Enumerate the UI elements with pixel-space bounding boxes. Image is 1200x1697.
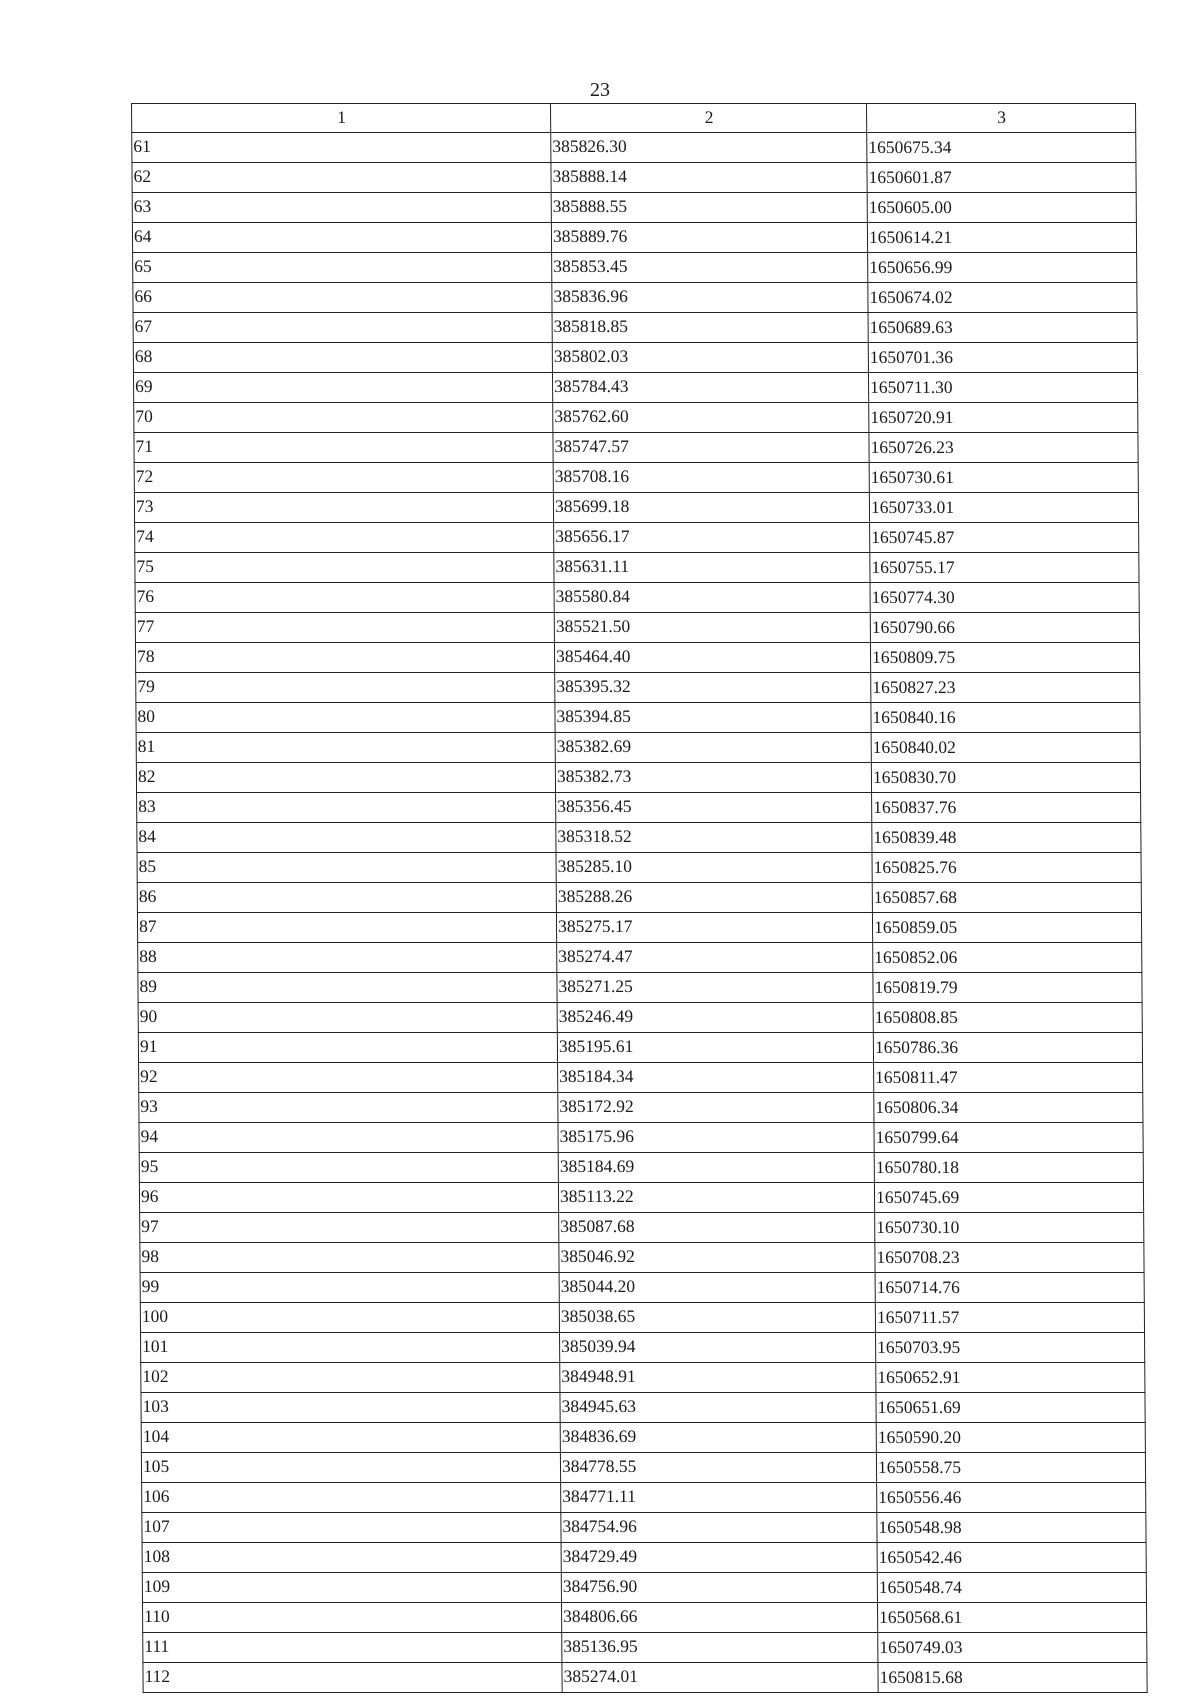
coordinate-y-cell: 1650745.69 bbox=[874, 1183, 1143, 1213]
coordinate-x-cell: 385184.34 bbox=[558, 1063, 874, 1093]
point-number-cell: 97 bbox=[140, 1213, 559, 1243]
point-number-cell: 104 bbox=[141, 1423, 560, 1453]
coordinate-x-cell: 385275.17 bbox=[556, 913, 872, 943]
point-number-cell: 77 bbox=[135, 613, 554, 643]
point-number-cell: 62 bbox=[132, 163, 551, 193]
coordinate-y-cell: 1650806.34 bbox=[874, 1093, 1143, 1123]
point-number-cell: 87 bbox=[137, 913, 556, 943]
point-number-cell: 94 bbox=[139, 1123, 558, 1153]
point-number-cell: 99 bbox=[140, 1273, 559, 1303]
point-number-cell: 64 bbox=[132, 223, 551, 253]
point-number-cell: 76 bbox=[135, 583, 554, 613]
coordinate-y-cell: 1650720.91 bbox=[869, 403, 1138, 433]
table-row bbox=[134, 433, 1138, 463]
coordinate-y-cell: 1650811.47 bbox=[874, 1063, 1143, 1093]
point-number-cell: 83 bbox=[137, 793, 556, 823]
point-number-cell: 102 bbox=[141, 1363, 560, 1393]
point-number-cell: 69 bbox=[133, 373, 552, 403]
coordinates-table bbox=[131, 103, 1148, 1693]
table-row bbox=[142, 1513, 1146, 1543]
point-number-cell: 98 bbox=[140, 1243, 559, 1273]
coordinate-y-cell: 1650568.61 bbox=[877, 1603, 1146, 1633]
table-row bbox=[140, 1273, 1144, 1303]
coordinate-x-cell: 385802.03 bbox=[552, 343, 868, 373]
point-number-cell: 65 bbox=[133, 253, 552, 283]
table-row bbox=[135, 643, 1139, 673]
table-row bbox=[139, 1123, 1143, 1153]
table-row bbox=[141, 1363, 1145, 1393]
point-number-cell: 106 bbox=[142, 1483, 561, 1513]
coordinate-y-cell: 1650799.64 bbox=[874, 1123, 1143, 1153]
point-number-cell: 93 bbox=[139, 1093, 558, 1123]
coordinate-y-cell: 1650548.74 bbox=[877, 1573, 1146, 1603]
coordinate-x-cell: 385044.20 bbox=[559, 1273, 875, 1303]
coordinate-y-cell: 1650774.30 bbox=[870, 583, 1139, 613]
coordinate-y-cell: 1650711.57 bbox=[875, 1303, 1144, 1333]
coordinate-x-cell: 385784.43 bbox=[552, 373, 868, 403]
table-row bbox=[133, 253, 1137, 283]
coordinate-x-cell: 384836.69 bbox=[560, 1423, 876, 1453]
coordinate-y-cell: 1650548.98 bbox=[877, 1513, 1146, 1543]
coordinate-y-cell: 1650703.95 bbox=[876, 1333, 1145, 1363]
column-header-3: 3 bbox=[867, 104, 1136, 133]
coordinate-x-cell: 385836.96 bbox=[552, 283, 868, 313]
coordinate-y-cell: 1650601.87 bbox=[867, 163, 1136, 193]
point-number-cell: 75 bbox=[135, 553, 554, 583]
point-number-cell: 85 bbox=[137, 853, 556, 883]
point-number-cell: 95 bbox=[139, 1153, 558, 1183]
table-row bbox=[143, 1663, 1147, 1693]
coordinate-y-cell: 1650840.02 bbox=[871, 733, 1140, 763]
coordinate-y-cell: 1650809.75 bbox=[870, 643, 1139, 673]
coordinate-x-cell: 384945.63 bbox=[560, 1393, 876, 1423]
coordinate-x-cell: 385521.50 bbox=[554, 613, 870, 643]
coordinate-x-cell: 385039.94 bbox=[560, 1333, 876, 1363]
point-number-cell: 110 bbox=[142, 1603, 561, 1633]
table-row bbox=[141, 1423, 1145, 1453]
point-number-cell: 66 bbox=[133, 283, 552, 313]
table-row bbox=[136, 733, 1140, 763]
coordinate-x-cell: 385395.32 bbox=[555, 673, 871, 703]
table-row bbox=[142, 1603, 1146, 1633]
table-row bbox=[133, 373, 1137, 403]
column-header-1: 1 bbox=[132, 104, 551, 133]
coordinate-x-cell: 385747.57 bbox=[553, 433, 869, 463]
point-number-cell: 88 bbox=[138, 943, 557, 973]
table-body bbox=[132, 133, 1147, 1693]
coordinate-y-cell: 1650839.48 bbox=[872, 823, 1141, 853]
point-number-cell: 68 bbox=[133, 343, 552, 373]
coordinate-x-cell: 385113.22 bbox=[558, 1183, 874, 1213]
point-number-cell: 82 bbox=[136, 763, 555, 793]
table-row bbox=[139, 1063, 1143, 1093]
coordinate-x-cell: 384948.91 bbox=[560, 1363, 876, 1393]
point-number-cell: 100 bbox=[140, 1303, 559, 1333]
coordinate-y-cell: 1650542.46 bbox=[877, 1543, 1146, 1573]
coordinate-y-cell: 1650651.69 bbox=[876, 1393, 1145, 1423]
point-number-cell: 90 bbox=[138, 1003, 557, 1033]
table-row bbox=[136, 673, 1140, 703]
coordinate-y-cell: 1650790.66 bbox=[870, 613, 1139, 643]
header-row bbox=[132, 104, 1136, 133]
point-number-cell: 109 bbox=[142, 1573, 561, 1603]
table-row bbox=[132, 223, 1136, 253]
table-row bbox=[134, 493, 1138, 523]
table-row bbox=[137, 883, 1141, 913]
coordinate-y-cell: 1650730.61 bbox=[869, 463, 1138, 493]
point-number-cell: 73 bbox=[134, 493, 553, 523]
point-number-cell: 107 bbox=[142, 1513, 561, 1543]
coordinate-y-cell: 1650815.68 bbox=[878, 1663, 1147, 1693]
point-number-cell: 81 bbox=[136, 733, 555, 763]
point-number-cell: 86 bbox=[137, 883, 556, 913]
coordinate-y-cell: 1650708.23 bbox=[875, 1243, 1144, 1273]
point-number-cell: 70 bbox=[134, 403, 553, 433]
coordinate-x-cell: 384754.96 bbox=[561, 1513, 877, 1543]
point-number-cell: 101 bbox=[141, 1333, 560, 1363]
coordinate-y-cell: 1650711.30 bbox=[868, 373, 1137, 403]
coordinate-y-cell: 1650730.10 bbox=[875, 1213, 1144, 1243]
coordinate-x-cell: 385762.60 bbox=[553, 403, 869, 433]
table-row bbox=[142, 1573, 1146, 1603]
coordinate-y-cell: 1650689.63 bbox=[868, 313, 1137, 343]
table-row bbox=[137, 853, 1141, 883]
coordinate-y-cell: 1650840.16 bbox=[871, 703, 1140, 733]
coordinate-y-cell: 1650755.17 bbox=[870, 553, 1139, 583]
coordinate-x-cell: 385087.68 bbox=[559, 1213, 875, 1243]
coordinate-y-cell: 1650701.36 bbox=[868, 343, 1137, 373]
coordinate-x-cell: 385464.40 bbox=[554, 643, 870, 673]
table-row bbox=[136, 763, 1140, 793]
point-number-cell: 72 bbox=[134, 463, 553, 493]
table-row bbox=[136, 703, 1140, 733]
table-row bbox=[138, 1003, 1142, 1033]
table-row bbox=[132, 163, 1136, 193]
point-number-cell: 78 bbox=[135, 643, 554, 673]
coordinate-x-cell: 385818.85 bbox=[552, 313, 868, 343]
coordinate-x-cell: 385184.69 bbox=[558, 1153, 874, 1183]
table-row bbox=[142, 1483, 1146, 1513]
coordinate-x-cell: 384771.11 bbox=[561, 1483, 877, 1513]
coordinate-x-cell: 385271.25 bbox=[557, 973, 873, 1003]
coordinate-y-cell: 1650786.36 bbox=[873, 1033, 1142, 1063]
coordinate-x-cell: 384756.90 bbox=[561, 1573, 877, 1603]
coordinate-x-cell: 385274.01 bbox=[562, 1663, 878, 1693]
coordinate-x-cell: 385356.45 bbox=[556, 793, 872, 823]
coordinate-x-cell: 385136.95 bbox=[562, 1633, 878, 1663]
table-row bbox=[134, 463, 1138, 493]
coordinate-x-cell: 385175.96 bbox=[558, 1123, 874, 1153]
table-row bbox=[133, 343, 1137, 373]
table-row bbox=[139, 1183, 1143, 1213]
table-row bbox=[137, 793, 1141, 823]
table-row bbox=[138, 1033, 1142, 1063]
table-row bbox=[133, 283, 1137, 313]
coordinate-x-cell: 385382.73 bbox=[555, 763, 871, 793]
table-row bbox=[141, 1393, 1145, 1423]
coordinate-y-cell: 1650808.85 bbox=[873, 1003, 1142, 1033]
coordinate-y-cell: 1650605.00 bbox=[867, 193, 1136, 223]
coordinate-y-cell: 1650825.76 bbox=[872, 853, 1141, 883]
coordinate-y-cell: 1650656.99 bbox=[868, 253, 1137, 283]
coordinate-x-cell: 385889.76 bbox=[551, 223, 867, 253]
table-row bbox=[142, 1543, 1146, 1573]
point-number-cell: 84 bbox=[137, 823, 556, 853]
coordinate-x-cell: 385888.55 bbox=[551, 193, 867, 223]
coordinate-x-cell: 385046.92 bbox=[559, 1243, 875, 1273]
coordinate-y-cell: 1650745.87 bbox=[870, 523, 1139, 553]
coordinate-x-cell: 385699.18 bbox=[553, 493, 869, 523]
table-row bbox=[134, 403, 1138, 433]
point-number-cell: 103 bbox=[141, 1393, 560, 1423]
table-row bbox=[132, 133, 1136, 163]
coordinate-x-cell: 385631.11 bbox=[554, 553, 870, 583]
point-number-cell: 92 bbox=[139, 1063, 558, 1093]
point-number-cell: 71 bbox=[134, 433, 553, 463]
table-row bbox=[137, 913, 1141, 943]
point-number-cell: 61 bbox=[132, 133, 551, 163]
table-row bbox=[143, 1633, 1147, 1663]
table-row bbox=[139, 1153, 1143, 1183]
coordinate-y-cell: 1650675.34 bbox=[867, 133, 1136, 163]
coordinate-y-cell: 1650859.05 bbox=[872, 913, 1141, 943]
table-row bbox=[137, 823, 1141, 853]
table-row bbox=[140, 1243, 1144, 1273]
coordinate-y-cell: 1650614.21 bbox=[867, 223, 1136, 253]
table-row bbox=[138, 973, 1142, 1003]
coordinate-x-cell: 385195.61 bbox=[557, 1033, 873, 1063]
point-number-cell: 80 bbox=[136, 703, 555, 733]
point-number-cell: 112 bbox=[143, 1663, 562, 1693]
coordinate-x-cell: 385580.84 bbox=[554, 583, 870, 613]
table-row bbox=[135, 553, 1139, 583]
table-row bbox=[135, 583, 1139, 613]
coordinate-y-cell: 1650674.02 bbox=[868, 283, 1137, 313]
table-row bbox=[132, 193, 1136, 223]
point-number-cell: 74 bbox=[135, 523, 554, 553]
table-row bbox=[141, 1333, 1145, 1363]
coordinate-x-cell: 385285.10 bbox=[556, 853, 872, 883]
coordinate-x-cell: 385853.45 bbox=[552, 253, 868, 283]
coordinate-y-cell: 1650733.01 bbox=[869, 493, 1138, 523]
point-number-cell: 63 bbox=[132, 193, 551, 223]
coordinate-y-cell: 1650556.46 bbox=[877, 1483, 1146, 1513]
coordinate-x-cell: 385288.26 bbox=[556, 883, 872, 913]
coordinate-x-cell: 385394.85 bbox=[555, 703, 871, 733]
coordinate-x-cell: 385246.49 bbox=[557, 1003, 873, 1033]
coordinate-x-cell: 385708.16 bbox=[553, 463, 869, 493]
coordinate-y-cell: 1650827.23 bbox=[871, 673, 1140, 703]
coordinate-x-cell: 385318.52 bbox=[556, 823, 872, 853]
coordinate-y-cell: 1650819.79 bbox=[873, 973, 1142, 1003]
coordinate-x-cell: 385274.47 bbox=[557, 943, 873, 973]
coordinate-y-cell: 1650852.06 bbox=[873, 943, 1142, 973]
point-number-cell: 91 bbox=[138, 1033, 557, 1063]
table-header bbox=[132, 104, 1136, 133]
table-row bbox=[133, 313, 1137, 343]
coordinate-y-cell: 1650830.70 bbox=[871, 763, 1140, 793]
coordinate-x-cell: 384729.49 bbox=[561, 1543, 877, 1573]
point-number-cell: 67 bbox=[133, 313, 552, 343]
point-number-cell: 111 bbox=[143, 1633, 562, 1663]
coordinate-x-cell: 384778.55 bbox=[560, 1453, 876, 1483]
coordinate-x-cell: 385382.69 bbox=[555, 733, 871, 763]
coordinate-x-cell: 384806.66 bbox=[561, 1603, 877, 1633]
coordinate-y-cell: 1650726.23 bbox=[869, 433, 1138, 463]
table-row bbox=[141, 1453, 1145, 1483]
coordinate-y-cell: 1650652.91 bbox=[876, 1363, 1145, 1393]
point-number-cell: 96 bbox=[139, 1183, 558, 1213]
coordinate-x-cell: 385888.14 bbox=[551, 163, 867, 193]
coordinate-x-cell: 385656.17 bbox=[554, 523, 870, 553]
coordinate-x-cell: 385038.65 bbox=[559, 1303, 875, 1333]
table-row bbox=[135, 613, 1139, 643]
point-number-cell: 89 bbox=[138, 973, 557, 1003]
point-number-cell: 79 bbox=[136, 673, 555, 703]
point-number-cell: 108 bbox=[142, 1543, 561, 1573]
coordinate-y-cell: 1650837.76 bbox=[872, 793, 1141, 823]
coordinate-y-cell: 1650558.75 bbox=[876, 1453, 1145, 1483]
point-number-cell: 105 bbox=[141, 1453, 560, 1483]
column-header-2: 2 bbox=[551, 104, 867, 133]
coordinate-y-cell: 1650590.20 bbox=[876, 1423, 1145, 1453]
coordinate-y-cell: 1650714.76 bbox=[875, 1273, 1144, 1303]
coordinate-y-cell: 1650857.68 bbox=[872, 883, 1141, 913]
coordinate-x-cell: 385172.92 bbox=[558, 1093, 874, 1123]
table-row bbox=[139, 1093, 1143, 1123]
coordinate-y-cell: 1650780.18 bbox=[874, 1153, 1143, 1183]
table-row bbox=[140, 1213, 1144, 1243]
table-row bbox=[140, 1303, 1144, 1333]
coordinate-y-cell: 1650749.03 bbox=[878, 1633, 1147, 1663]
table-row bbox=[138, 943, 1142, 973]
table-row bbox=[135, 523, 1139, 553]
coordinate-x-cell: 385826.30 bbox=[551, 133, 867, 163]
page-number: 23 bbox=[590, 79, 610, 101]
